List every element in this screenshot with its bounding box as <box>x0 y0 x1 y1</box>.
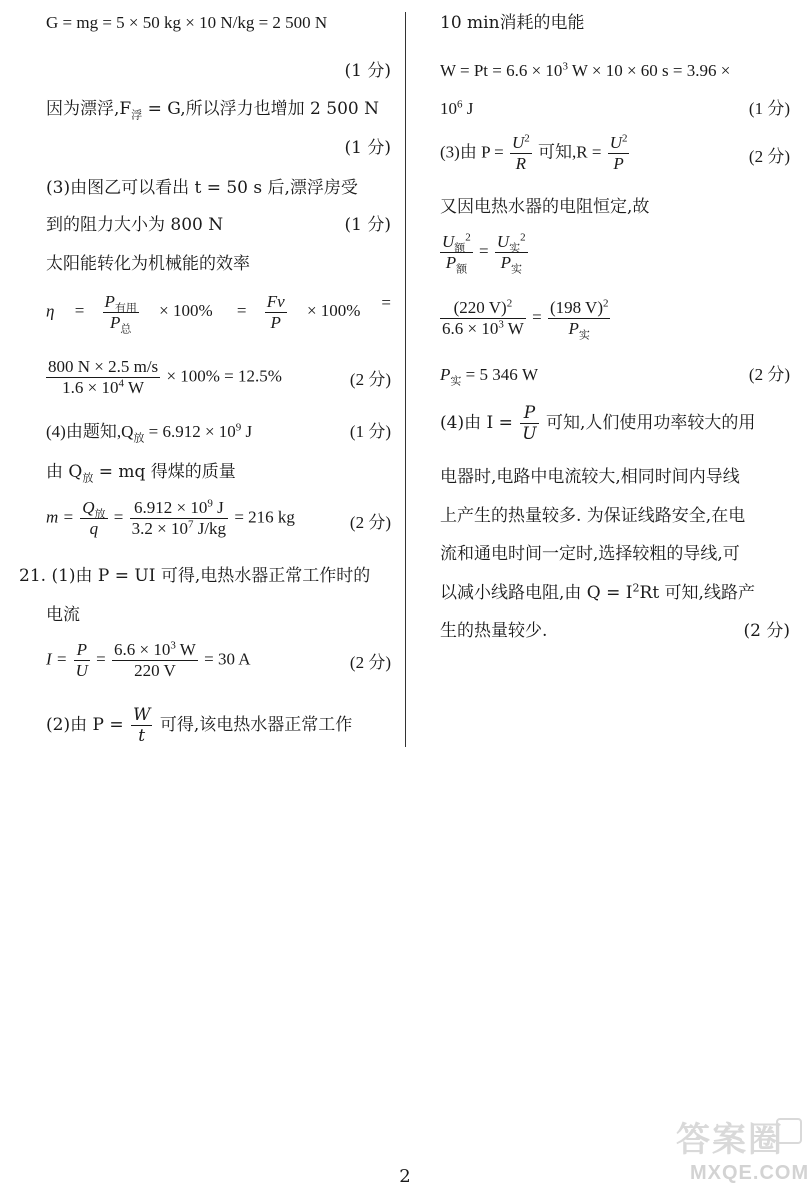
q3-line-2: 到的阻力大小为 800 N (1 分) <box>46 215 391 235</box>
actual-power-result: $P_实 = 5$ 346 W (2 分) <box>440 365 790 388</box>
fraction: $\frac{Q_放}{q}$ <box>82 498 106 538</box>
substituted-ratio: $\frac{(220 V)^2}{6.6 \times 10^3 W}$ = $\frac{(198 V)^2}{P_实}$ <box>442 297 609 342</box>
efficiency-intro: 太阳能转化为机械能的效率 <box>46 254 250 274</box>
current-formula: I = $\frac{P}{U}$ = $\frac{6.6 \times 10^3 W}{220 V}$ = 30 A (2 分) <box>46 639 391 680</box>
fraction: $\frac{P}{U}$ <box>75 640 88 680</box>
energy-result: $10^6$ J (1 分) <box>440 98 790 118</box>
score-label: (1 分) <box>344 138 391 158</box>
q4-line-6: 生的热量较少. (2 分) <box>440 621 790 641</box>
score-label: (2 分) <box>349 513 391 532</box>
score-label: (2 分) <box>349 370 391 389</box>
fraction: $\frac{(220 V)^2}{6.6 \times 10^3 W}$ <box>442 297 524 338</box>
fraction: $\frac{P}{U}$ <box>522 403 537 444</box>
score-label: (2 分) <box>748 147 790 166</box>
fraction: $\frac{U^2}{P}$ <box>609 132 628 173</box>
gravity-equation: G = mg = 5 × 50 kg × 10 N/kg = 2 500 N <box>46 13 328 32</box>
energy-intro: 10 min消耗的电能 <box>440 13 585 33</box>
q21-part2-line: (2)由 P = $\frac{W}{t}$ 可得,该电热水器正常工作 <box>46 705 353 746</box>
efficiency-formula: η = $\frac{P_{有用}}{P_总}$ × 100% = $\frac{Fv}{P}$ × 100% = <box>46 292 391 336</box>
q4-line-3: 上产生的热量较多. 为保证线路安全,在电 <box>440 506 746 526</box>
score-label: (2 分) <box>743 621 790 641</box>
page-number: 2 <box>399 1166 411 1187</box>
watermark-logo <box>676 1112 810 1190</box>
q21-line-1: 21. (1)由 P = UI 可得,电热水器正常工作时的 <box>19 566 371 586</box>
score-label: (1 分) <box>344 215 391 235</box>
fraction: $\frac{U^2}{R}$ <box>511 132 530 173</box>
resistance-formula: (3)由 P = $\frac{U^2}{R}$ 可知,R = $\frac{U^2}{P}$ (2 分) <box>440 132 790 173</box>
score-label: (1 分) <box>349 422 391 441</box>
coal-mass-formula: m = $\frac{Q_放}{q}$ = $\frac{6.912 \times 10^9 J}{3.2 \times 10^7 J/kg}$ = 216 kg (2 分) <box>46 497 391 538</box>
resistance-constant-line: 又因电热水器的电阻恒定,故 <box>440 197 650 217</box>
coal-mass-intro: 由 $Q_放$ = mq 得煤的质量 <box>46 462 236 485</box>
fraction: $\frac{W}{t}$ <box>132 705 151 746</box>
watermark-badge-icon <box>776 1118 802 1144</box>
q4-line-5: 以减小线路电阻,由 $Q = I^2Rt$ 可知,线路产 <box>440 581 755 603</box>
fraction: $\frac{6.912 \times 10^9 J}{3.2 \times 10^7 J/kg}$ <box>131 497 227 538</box>
score-label: (2 分) <box>748 365 790 384</box>
q4-line-1: (4)由 I = $\frac{P}{U}$ 可知,人们使用功率较大的用 <box>440 403 756 444</box>
fraction: $\frac{6.6 \times 10^3 W}{220 V}$ <box>114 639 196 680</box>
energy-equation: $W = Pt = 6.6 \times 10^3$ W × 10 × 60 s = 3.96 × <box>440 60 731 80</box>
fraction: $\frac{P_{有用}}{P_总}$ <box>104 292 137 336</box>
column-divider <box>405 12 406 747</box>
buoyancy-line: 因为漂浮$,F_浮 = G$,所以浮力也增加 2 500 N <box>46 99 379 122</box>
q3-line-1: (3)由图乙可以看出 t = 50 s 后,漂浮房受 <box>46 178 358 198</box>
q4-line-2: 电器时,电路中电流较大,相同时间内导线 <box>440 467 740 487</box>
fraction: $\frac{(198 V)^2}{P_实}$ <box>549 297 609 342</box>
q4-line-4: 流和通电时间一定时,选择较粗的导线,可 <box>440 544 740 564</box>
watermark-top: 答案圈 <box>676 1120 784 1160</box>
fraction: $\frac{Fv}{P}$ <box>266 292 285 332</box>
heat-released-line: (4)由题知$,Q_放 = 6.912 \times 10^9$ J (1 分) <box>46 421 391 445</box>
fraction: $\frac{U_实^2}{P_实}$ <box>496 231 526 276</box>
q21-line-2: 电流 <box>46 605 80 625</box>
ratio-formula: $\frac{U_额^2}{P_额}$ = $\frac{U_实^2}{P_实}$ <box>442 231 526 276</box>
watermark-bottom: MXQE.COM <box>690 1162 810 1184</box>
fraction: $\frac{U_额^2}{P_额}$ <box>442 231 471 276</box>
score-label: (1 分) <box>748 99 790 118</box>
fraction: $\frac{800 N \times 2.5 m/s}{1.6 \times 10^4 W}$ <box>48 357 159 397</box>
score-label: (1 分) <box>344 61 391 81</box>
efficiency-result: $\frac{800 N \times 2.5 m/s}{1.6 \times 10^4 W}$ × 100% = 12.5% (2 分) <box>48 357 391 397</box>
score-label: (2 分) <box>349 653 391 672</box>
